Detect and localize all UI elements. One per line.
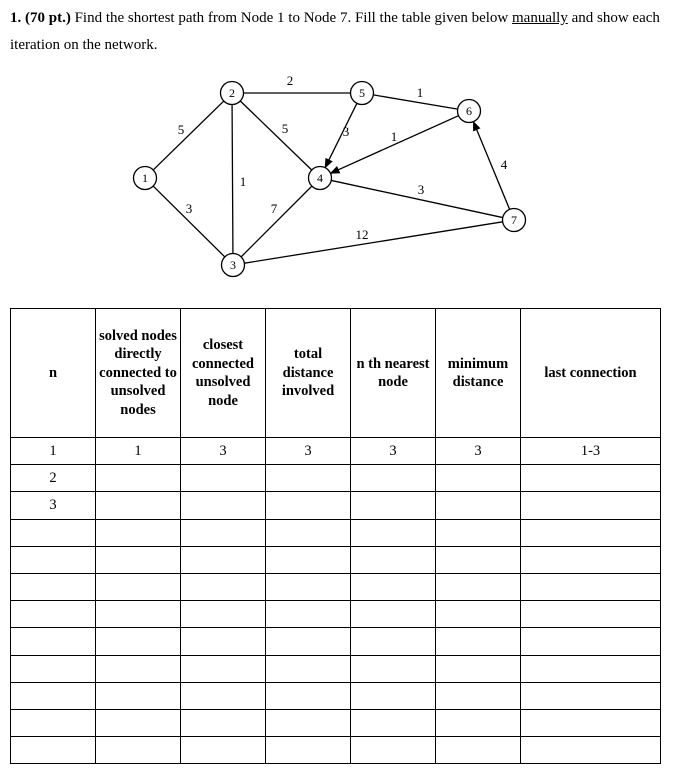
cell-n — [11, 519, 96, 546]
network-diagram — [0, 0, 698, 300]
header-nth-nearest: n th nearest node — [351, 309, 436, 438]
edge-6-4 — [330, 116, 458, 174]
cell-closest-unsolved — [181, 709, 266, 736]
edge-weight-1-2: 5 — [177, 121, 185, 137]
cell-last-connection — [521, 682, 661, 709]
cell-total-distance — [266, 709, 351, 736]
cell-closest-unsolved — [181, 519, 266, 546]
iteration-table — [10, 308, 661, 764]
cell-minimum-distance — [436, 682, 521, 709]
edge-5-4 — [325, 103, 357, 167]
cell-total-distance: 3 — [266, 438, 351, 465]
cell-nth-nearest — [351, 628, 436, 655]
cell-last-connection: 1-3 — [521, 438, 661, 465]
table-header-row — [11, 309, 661, 438]
cell-last-connection — [521, 628, 661, 655]
cell-total-distance — [266, 573, 351, 600]
edge-3-4 — [241, 186, 312, 257]
node-label-3: 3 — [230, 257, 236, 272]
cell-last-connection — [521, 492, 661, 519]
cell-last-connection — [521, 601, 661, 628]
cell-last-connection — [521, 519, 661, 546]
cell-solved-nodes — [96, 546, 181, 573]
cell-solved-nodes — [96, 601, 181, 628]
cell-total-distance — [266, 628, 351, 655]
edge-weight-1-3: 3 — [185, 200, 193, 216]
cell-last-connection — [521, 465, 661, 492]
cell-nth-nearest — [351, 601, 436, 628]
cell-last-connection — [521, 709, 661, 736]
cell-solved-nodes — [96, 519, 181, 546]
node-2 — [221, 82, 244, 105]
cell-n — [11, 546, 96, 573]
table-row — [11, 709, 661, 736]
header-minimum-distance: minimum distance — [436, 309, 521, 438]
node-label-2: 2 — [229, 85, 235, 100]
question-points: (70 pt.) — [25, 10, 71, 26]
question-number: 1. — [10, 10, 22, 26]
cell-minimum-distance — [436, 465, 521, 492]
node-5 — [351, 82, 374, 105]
cell-solved-nodes — [96, 628, 181, 655]
cell-minimum-distance — [436, 492, 521, 519]
table-row — [11, 682, 661, 709]
cell-nth-nearest — [351, 709, 436, 736]
cell-n — [11, 737, 96, 764]
cell-total-distance — [266, 655, 351, 682]
cell-last-connection — [521, 655, 661, 682]
edge-weight-6-4: 1 — [390, 128, 398, 144]
table-row — [11, 465, 661, 492]
edge-weight-7-6: 4 — [500, 156, 508, 172]
cell-closest-unsolved — [181, 682, 266, 709]
question-body-2: and show each iteration on the network. — [10, 10, 660, 53]
cell-closest-unsolved — [181, 601, 266, 628]
cell-closest-unsolved — [181, 737, 266, 764]
cell-minimum-distance — [436, 573, 521, 600]
node-label-7: 7 — [511, 212, 517, 227]
cell-total-distance — [266, 519, 351, 546]
cell-nth-nearest — [351, 737, 436, 764]
cell-solved-nodes — [96, 709, 181, 736]
cell-total-distance — [266, 492, 351, 519]
header-closest-unsolved: closest connected unsolved node — [181, 309, 266, 438]
node-label-4: 4 — [317, 170, 323, 185]
cell-closest-unsolved — [181, 465, 266, 492]
edge-1-2 — [153, 101, 224, 170]
table-row — [11, 655, 661, 682]
cell-closest-unsolved — [181, 573, 266, 600]
edge-3-7 — [244, 222, 502, 263]
table-row — [11, 546, 661, 573]
cell-nth-nearest — [351, 573, 436, 600]
header-n: n — [11, 309, 96, 438]
table-row — [11, 438, 661, 465]
cell-total-distance — [266, 601, 351, 628]
cell-minimum-distance — [436, 655, 521, 682]
edge-weight-3-4: 7 — [270, 200, 278, 216]
node-label-5: 5 — [359, 85, 365, 100]
edge-2-3 — [232, 104, 233, 253]
edge-weight-5-6: 1 — [416, 84, 424, 100]
cell-last-connection — [521, 573, 661, 600]
nodes-layer — [134, 82, 526, 277]
table-row — [11, 601, 661, 628]
cell-n — [11, 655, 96, 682]
cell-solved-nodes — [96, 465, 181, 492]
table-row — [11, 492, 661, 519]
edge-weight-4-7: 3 — [417, 181, 425, 197]
cell-minimum-distance — [436, 546, 521, 573]
cell-solved-nodes — [96, 573, 181, 600]
table-row — [11, 737, 661, 764]
question-underlined-word: manually — [512, 10, 568, 26]
cell-n: 3 — [11, 492, 96, 519]
cell-nth-nearest — [351, 546, 436, 573]
cell-closest-unsolved — [181, 655, 266, 682]
cell-closest-unsolved — [181, 628, 266, 655]
cell-n — [11, 709, 96, 736]
cell-minimum-distance — [436, 709, 521, 736]
header-last-connection: last connection — [521, 309, 661, 438]
edge-weight-2-4: 5 — [281, 120, 289, 136]
cell-n — [11, 628, 96, 655]
table-row — [11, 519, 661, 546]
cell-solved-nodes — [96, 682, 181, 709]
cell-total-distance — [266, 682, 351, 709]
cell-nth-nearest: 3 — [351, 438, 436, 465]
cell-solved-nodes — [96, 737, 181, 764]
question-body-1: Find the shortest path from Node 1 to Node 7. Fill the table given below — [70, 10, 513, 26]
edge-1-3 — [153, 186, 225, 257]
node-label-1: 1 — [142, 170, 148, 185]
table-row — [11, 573, 661, 600]
header-total-distance: total distance involved — [266, 309, 351, 438]
node-label-6: 6 — [466, 103, 472, 118]
edge-weight-3-7: 12 — [355, 226, 369, 242]
cell-total-distance — [266, 737, 351, 764]
edge-weight-2-5: 2 — [286, 72, 294, 88]
cell-total-distance — [266, 465, 351, 492]
cell-closest-unsolved — [181, 492, 266, 519]
cell-total-distance — [266, 546, 351, 573]
cell-nth-nearest — [351, 492, 436, 519]
cell-nth-nearest — [351, 655, 436, 682]
cell-n: 1 — [11, 438, 96, 465]
cell-n — [11, 573, 96, 600]
edge-5-6 — [373, 95, 457, 109]
cell-minimum-distance — [436, 519, 521, 546]
cell-last-connection — [521, 737, 661, 764]
cell-solved-nodes — [96, 492, 181, 519]
cell-last-connection — [521, 546, 661, 573]
node-4 — [309, 167, 332, 190]
cell-nth-nearest — [351, 682, 436, 709]
cell-n — [11, 682, 96, 709]
cell-closest-unsolved: 3 — [181, 438, 266, 465]
node-1 — [134, 167, 157, 190]
cell-minimum-distance: 3 — [436, 438, 521, 465]
node-6 — [458, 100, 481, 123]
cell-n — [11, 601, 96, 628]
cell-nth-nearest — [351, 465, 436, 492]
cell-solved-nodes — [96, 655, 181, 682]
table-row — [11, 628, 661, 655]
cell-closest-unsolved — [181, 546, 266, 573]
edge-weight-2-3: 1 — [239, 173, 247, 189]
edge-weight-5-4: 3 — [342, 123, 350, 139]
cell-solved-nodes: 1 — [96, 438, 181, 465]
node-7 — [503, 209, 526, 232]
node-3 — [222, 254, 245, 277]
cell-minimum-distance — [436, 737, 521, 764]
header-solved-nodes: solved nodes directly connected to unsolved nodes — [96, 309, 181, 438]
edge-2-4 — [240, 101, 311, 170]
cell-n: 2 — [11, 465, 96, 492]
cell-minimum-distance — [436, 628, 521, 655]
cell-nth-nearest — [351, 519, 436, 546]
cell-minimum-distance — [436, 601, 521, 628]
